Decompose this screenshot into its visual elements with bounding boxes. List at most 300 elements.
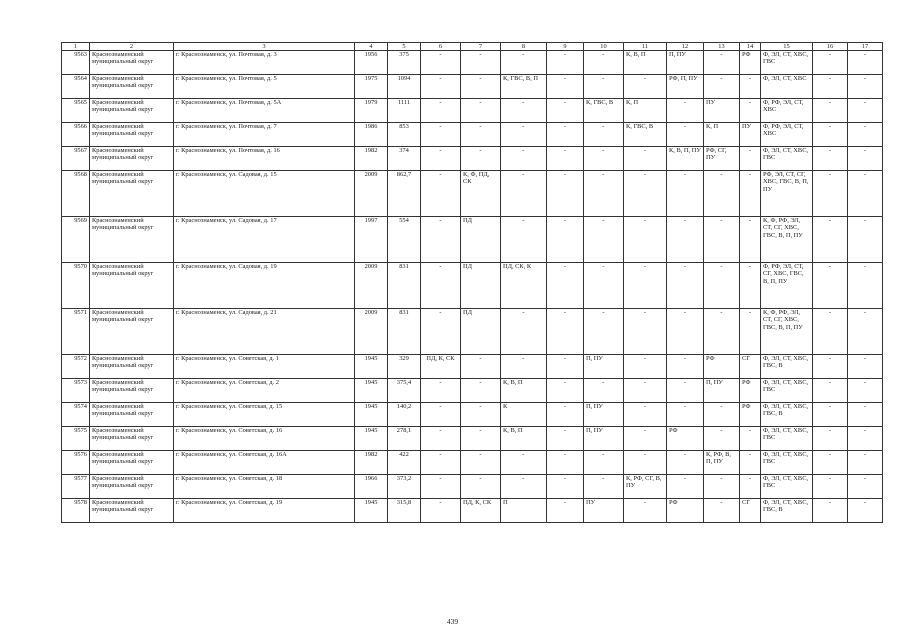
column-6-cell: ПД, К, СК	[421, 355, 461, 379]
table-row	[62, 451, 883, 475]
area-cell: 862,7	[388, 171, 421, 217]
column-number-header: 6	[421, 43, 461, 51]
column-8-cell: ПД, СК, К	[501, 263, 547, 309]
column-7-cell: ПД	[461, 309, 501, 355]
column-12-cell: -	[667, 263, 704, 309]
column-10-cell: -	[584, 451, 624, 475]
column-14-cell: РФ	[740, 403, 761, 427]
column-9-cell: -	[547, 379, 584, 403]
district-cell: Краснознаменский муниципальный округ	[90, 51, 174, 75]
column-12-cell: РФ	[667, 427, 704, 451]
address-cell: г. Краснознаменск, ул. Советская, д. 19	[174, 499, 355, 523]
column-16-cell: -	[813, 475, 848, 499]
table-row	[62, 355, 883, 379]
column-6-cell: -	[421, 309, 461, 355]
column-17-cell: -	[848, 99, 883, 123]
page-number: 439	[446, 617, 459, 626]
address-cell: г. Краснознаменск, ул. Почтовая, д. 3	[174, 51, 355, 75]
column-13-cell: РФ	[704, 355, 740, 379]
area-cell: 422	[388, 451, 421, 475]
column-15-cell: Ф, ЭЛ, СТ, ХВС, ГВС, В	[761, 403, 813, 427]
column-15-cell: Ф, ЭЛ, СТ, ХВС, ГВС	[761, 147, 813, 171]
column-7-cell: -	[461, 123, 501, 147]
column-9-cell: -	[547, 51, 584, 75]
column-12-cell: РФ, П, ПУ	[667, 75, 704, 99]
column-6-cell: -	[421, 499, 461, 523]
column-6-cell: -	[421, 123, 461, 147]
column-8-cell: -	[501, 51, 547, 75]
column-14-cell: ПУ	[740, 123, 761, 147]
row-number-cell: 9572	[62, 355, 90, 379]
column-number-header: 2	[90, 43, 174, 51]
column-7-cell: -	[461, 147, 501, 171]
column-16-cell: -	[813, 123, 848, 147]
column-number-header: 13	[704, 43, 740, 51]
column-14-cell: -	[740, 171, 761, 217]
year-cell: 2009	[355, 171, 388, 217]
column-13-cell: РФ, СГ, ПУ	[704, 147, 740, 171]
row-number-cell: 9577	[62, 475, 90, 499]
column-15-cell: Ф, ЭЛ, СТ, ХВС	[761, 75, 813, 99]
column-14-cell: РФ	[740, 379, 761, 403]
column-number-header: 11	[624, 43, 667, 51]
column-17-cell: -	[848, 499, 883, 523]
year-cell: 1956	[355, 51, 388, 75]
column-17-cell: -	[848, 403, 883, 427]
column-14-cell: -	[740, 475, 761, 499]
column-13-cell: П, ПУ	[704, 379, 740, 403]
area-cell: 373,2	[388, 475, 421, 499]
column-17-cell: -	[848, 51, 883, 75]
area-cell: 315,8	[388, 499, 421, 523]
year-cell: 1945	[355, 355, 388, 379]
column-13-cell: -	[704, 309, 740, 355]
district-cell: Краснознаменский муниципальный округ	[90, 403, 174, 427]
district-cell: Краснознаменский муниципальный округ	[90, 123, 174, 147]
column-17-cell: -	[848, 147, 883, 171]
column-8-cell: П	[501, 499, 547, 523]
row-number-cell: 9564	[62, 75, 90, 99]
column-6-cell: -	[421, 427, 461, 451]
column-6-cell: -	[421, 263, 461, 309]
column-9-cell: -	[547, 309, 584, 355]
column-10-cell: -	[584, 263, 624, 309]
column-7-cell: ПД	[461, 263, 501, 309]
column-15-cell: Ф, РФ, ЭЛ, СТ, СГ, ХВС, ГВС, В, П, ПУ	[761, 263, 813, 309]
column-6-cell: -	[421, 75, 461, 99]
row-number-cell: 9573	[62, 379, 90, 403]
district-cell: Краснознаменский муниципальный округ	[90, 217, 174, 263]
year-cell: 1945	[355, 379, 388, 403]
column-9-cell: -	[547, 263, 584, 309]
column-16-cell: -	[813, 217, 848, 263]
district-cell: Краснознаменский муниципальный округ	[90, 99, 174, 123]
table-row	[62, 217, 883, 263]
column-6-cell: -	[421, 475, 461, 499]
column-14-cell: -	[740, 217, 761, 263]
column-10-cell: -	[584, 171, 624, 217]
table-row	[62, 123, 883, 147]
table-body	[62, 51, 883, 523]
column-15-cell: РФ, ЭЛ, СТ, СГ, ХВС, ГВС, В, П, ПУ	[761, 171, 813, 217]
district-cell: Краснознаменский муниципальный округ	[90, 263, 174, 309]
column-11-cell: -	[624, 75, 667, 99]
column-16-cell: -	[813, 451, 848, 475]
column-8-cell: -	[501, 217, 547, 263]
column-9-cell: -	[547, 403, 584, 427]
column-14-cell: -	[740, 309, 761, 355]
column-8-cell: -	[501, 475, 547, 499]
column-number-header: 12	[667, 43, 704, 51]
column-17-cell: -	[848, 75, 883, 99]
column-8-cell: -	[501, 309, 547, 355]
column-14-cell: СГ	[740, 355, 761, 379]
column-12-cell: К, В, П, ПУ	[667, 147, 704, 171]
column-number-header: 9	[547, 43, 584, 51]
column-15-cell: Ф, ЭЛ, СТ, ХВС, ГВС	[761, 51, 813, 75]
column-13-cell: -	[704, 217, 740, 263]
column-11-cell: К, ГВС, В	[624, 123, 667, 147]
column-number-header: 16	[813, 43, 848, 51]
area-cell: 853	[388, 123, 421, 147]
column-12-cell: -	[667, 123, 704, 147]
address-cell: г. Краснознаменск, ул. Садовая, д. 21	[174, 309, 355, 355]
column-16-cell: -	[813, 427, 848, 451]
column-6-cell: -	[421, 147, 461, 171]
column-9-cell: -	[547, 123, 584, 147]
district-cell: Краснознаменский муниципальный округ	[90, 147, 174, 171]
year-cell: 1979	[355, 99, 388, 123]
column-9-cell: -	[547, 99, 584, 123]
area-cell: 140,2	[388, 403, 421, 427]
address-cell: г. Краснознаменск, ул. Почтовая, д. 16	[174, 147, 355, 171]
column-16-cell: -	[813, 403, 848, 427]
address-cell: г. Краснознаменск, ул. Почтовая, д. 5	[174, 75, 355, 99]
address-cell: г. Краснознаменск, ул. Советская, д. 15	[174, 403, 355, 427]
column-16-cell: -	[813, 263, 848, 309]
year-cell: 1966	[355, 475, 388, 499]
area-cell: 375,4	[388, 379, 421, 403]
column-6-cell: -	[421, 171, 461, 217]
area-cell: 278,1	[388, 427, 421, 451]
district-cell: Краснознаменский муниципальный округ	[90, 379, 174, 403]
year-cell: 1975	[355, 75, 388, 99]
column-13-cell: -	[704, 171, 740, 217]
column-number-header: 4	[355, 43, 388, 51]
column-15-cell: Ф, ЭЛ, СТ, ХВС, ГВС	[761, 475, 813, 499]
column-number-header: 8	[501, 43, 547, 51]
column-10-cell: -	[584, 51, 624, 75]
column-10-cell: -	[584, 475, 624, 499]
column-13-cell: -	[704, 263, 740, 309]
column-6-cell: -	[421, 451, 461, 475]
address-cell: г. Краснознаменск, ул. Советская, д. 16А	[174, 451, 355, 475]
column-8-cell: -	[501, 451, 547, 475]
column-8-cell: К	[501, 403, 547, 427]
column-11-cell: К, П	[624, 99, 667, 123]
row-number-cell: 9566	[62, 123, 90, 147]
address-cell: г. Краснознаменск, ул. Садовая, д. 17	[174, 217, 355, 263]
year-cell: 1945	[355, 427, 388, 451]
address-cell: г. Краснознаменск, ул. Советская, д. 18	[174, 475, 355, 499]
table-row	[62, 475, 883, 499]
column-15-cell: Ф, РФ, ЭЛ, СТ, ХВС	[761, 99, 813, 123]
column-13-cell: -	[704, 475, 740, 499]
column-number-header: 3	[174, 43, 355, 51]
district-cell: Краснознаменский муниципальный округ	[90, 499, 174, 523]
district-cell: Краснознаменский муниципальный округ	[90, 355, 174, 379]
column-12-cell: -	[667, 475, 704, 499]
column-15-cell: Ф, ЭЛ, СТ, ХВС, ГВС	[761, 379, 813, 403]
column-number-header: 10	[584, 43, 624, 51]
column-17-cell: -	[848, 475, 883, 499]
district-cell: Краснознаменский муниципальный округ	[90, 427, 174, 451]
column-9-cell: -	[547, 171, 584, 217]
column-13-cell: -	[704, 427, 740, 451]
row-number-cell: 9571	[62, 309, 90, 355]
district-cell: Краснознаменский муниципальный округ	[90, 309, 174, 355]
column-13-cell: -	[704, 499, 740, 523]
column-14-cell: -	[740, 427, 761, 451]
column-9-cell: -	[547, 499, 584, 523]
year-cell: 1986	[355, 123, 388, 147]
area-cell: 374	[388, 147, 421, 171]
column-16-cell: -	[813, 171, 848, 217]
column-12-cell: -	[667, 403, 704, 427]
column-7-cell: -	[461, 403, 501, 427]
address-cell: г. Краснознаменск, ул. Почтовая, д. 7	[174, 123, 355, 147]
column-12-cell: -	[667, 355, 704, 379]
column-11-cell: -	[624, 217, 667, 263]
column-7-cell: -	[461, 451, 501, 475]
area-cell: 329	[388, 355, 421, 379]
column-17-cell: -	[848, 309, 883, 355]
column-11-cell: -	[624, 309, 667, 355]
column-12-cell: -	[667, 217, 704, 263]
district-cell: Краснознаменский муниципальный округ	[90, 475, 174, 499]
year-cell: 2009	[355, 263, 388, 309]
column-10-cell: К, ГВС, В	[584, 99, 624, 123]
table-row	[62, 309, 883, 355]
column-15-cell: Ф, ЭЛ, СТ, ХВС, ГВС, В	[761, 355, 813, 379]
column-8-cell: -	[501, 99, 547, 123]
column-12-cell: -	[667, 451, 704, 475]
column-9-cell: -	[547, 355, 584, 379]
column-15-cell: К, Ф, РФ, ЭЛ, СТ, СГ, ХВС, ГВС, В, П, ПУ	[761, 217, 813, 263]
area-cell: 831	[388, 263, 421, 309]
column-number-header: 5	[388, 43, 421, 51]
column-10-cell: П, ПУ	[584, 355, 624, 379]
column-6-cell: -	[421, 379, 461, 403]
column-7-cell: -	[461, 379, 501, 403]
district-cell: Краснознаменский муниципальный округ	[90, 171, 174, 217]
column-17-cell: -	[848, 427, 883, 451]
district-cell: Краснознаменский муниципальный округ	[90, 451, 174, 475]
column-8-cell: -	[501, 355, 547, 379]
column-13-cell: ПУ	[704, 99, 740, 123]
address-cell: г. Краснознаменск, ул. Почтовая, д. 5А	[174, 99, 355, 123]
column-7-cell: ПД, К, СК	[461, 499, 501, 523]
row-number-cell: 9575	[62, 427, 90, 451]
address-cell: г. Краснознаменск, ул. Советская, д. 2	[174, 379, 355, 403]
column-10-cell: -	[584, 147, 624, 171]
column-10-cell: П, ПУ	[584, 403, 624, 427]
column-7-cell: -	[461, 75, 501, 99]
column-7-cell: -	[461, 475, 501, 499]
table-row	[62, 51, 883, 75]
column-11-cell: -	[624, 427, 667, 451]
area-cell: 554	[388, 217, 421, 263]
column-11-cell: -	[624, 263, 667, 309]
column-15-cell: К, Ф, РФ, ЭЛ, СТ, СГ, ХВС, ГВС, В, П, ПУ	[761, 309, 813, 355]
column-15-cell: Ф, ЭЛ, СТ, ХВС, ГВС, В	[761, 499, 813, 523]
column-17-cell: -	[848, 217, 883, 263]
column-number-header: 15	[761, 43, 813, 51]
column-14-cell: СГ	[740, 499, 761, 523]
column-10-cell: -	[584, 379, 624, 403]
row-number-cell: 9578	[62, 499, 90, 523]
column-15-cell: Ф, ЭЛ, СТ, ХВС, ГВС	[761, 427, 813, 451]
column-10-cell: -	[584, 75, 624, 99]
column-number-header: 17	[848, 43, 883, 51]
column-8-cell: -	[501, 123, 547, 147]
year-cell: 1945	[355, 499, 388, 523]
row-number-cell: 9569	[62, 217, 90, 263]
area-cell: 831	[388, 309, 421, 355]
column-14-cell: -	[740, 451, 761, 475]
row-number-cell: 9565	[62, 99, 90, 123]
column-14-cell: -	[740, 99, 761, 123]
column-6-cell: -	[421, 403, 461, 427]
year-cell: 1997	[355, 217, 388, 263]
column-15-cell: Ф, ЭЛ, СТ, ХВС, ГВС	[761, 451, 813, 475]
column-7-cell: -	[461, 99, 501, 123]
address-cell: г. Краснознаменск, ул. Садовая, д. 15	[174, 171, 355, 217]
column-14-cell: -	[740, 75, 761, 99]
column-17-cell: -	[848, 355, 883, 379]
column-13-cell: -	[704, 51, 740, 75]
column-9-cell: -	[547, 217, 584, 263]
column-16-cell: -	[813, 355, 848, 379]
column-9-cell: -	[547, 475, 584, 499]
column-7-cell: -	[461, 355, 501, 379]
column-14-cell: -	[740, 263, 761, 309]
column-9-cell: -	[547, 427, 584, 451]
column-number-header: 7	[461, 43, 501, 51]
column-6-cell: -	[421, 51, 461, 75]
column-12-cell: -	[667, 99, 704, 123]
column-11-cell: -	[624, 147, 667, 171]
column-7-cell: К, Ф, ПД, СК	[461, 171, 501, 217]
column-12-cell: -	[667, 309, 704, 355]
row-number-cell: 9567	[62, 147, 90, 171]
column-7-cell: ПД	[461, 217, 501, 263]
column-16-cell: -	[813, 99, 848, 123]
column-15-cell: Ф, РФ, ЭЛ, СТ, ХВС	[761, 123, 813, 147]
column-7-cell: -	[461, 427, 501, 451]
column-17-cell: -	[848, 379, 883, 403]
row-number-cell: 9570	[62, 263, 90, 309]
address-cell: г. Краснознаменск, ул. Советская, д. 1	[174, 355, 355, 379]
address-cell: г. Краснознаменск, ул. Советская, д. 16	[174, 427, 355, 451]
table-row	[62, 427, 883, 451]
year-cell: 1982	[355, 451, 388, 475]
year-cell: 2009	[355, 309, 388, 355]
column-9-cell: -	[547, 75, 584, 99]
column-10-cell: -	[584, 123, 624, 147]
column-13-cell: К, РФ, В, П, ПУ	[704, 451, 740, 475]
column-number-row	[62, 43, 883, 51]
year-cell: 1982	[355, 147, 388, 171]
row-number-cell: 9574	[62, 403, 90, 427]
table-row	[62, 263, 883, 309]
column-12-cell: П, ПУ	[667, 51, 704, 75]
column-11-cell: К, РФ, СГ, В, ПУ	[624, 475, 667, 499]
column-12-cell: -	[667, 379, 704, 403]
column-16-cell: -	[813, 309, 848, 355]
year-cell: 1945	[355, 403, 388, 427]
column-6-cell: -	[421, 217, 461, 263]
column-11-cell: К, В, П	[624, 51, 667, 75]
column-10-cell: -	[584, 309, 624, 355]
table-row	[62, 499, 883, 523]
area-cell: 375	[388, 51, 421, 75]
column-17-cell: -	[848, 451, 883, 475]
column-8-cell: К, В, П	[501, 379, 547, 403]
column-16-cell: -	[813, 51, 848, 75]
column-6-cell: -	[421, 99, 461, 123]
table-row	[62, 171, 883, 217]
column-11-cell: -	[624, 171, 667, 217]
district-cell: Краснознаменский муниципальный округ	[90, 75, 174, 99]
table-row	[62, 75, 883, 99]
column-12-cell: РФ	[667, 499, 704, 523]
column-9-cell: -	[547, 451, 584, 475]
table-row	[62, 99, 883, 123]
column-8-cell: -	[501, 147, 547, 171]
column-13-cell: -	[704, 75, 740, 99]
column-16-cell: -	[813, 147, 848, 171]
column-8-cell: К, В, П	[501, 427, 547, 451]
column-number-header: 14	[740, 43, 761, 51]
column-13-cell: -	[704, 403, 740, 427]
column-8-cell: К, ГВС, В, П	[501, 75, 547, 99]
column-11-cell: -	[624, 403, 667, 427]
column-14-cell: -	[740, 147, 761, 171]
table-row	[62, 403, 883, 427]
column-16-cell: -	[813, 75, 848, 99]
column-11-cell: -	[624, 451, 667, 475]
column-number-header: 1	[62, 43, 90, 51]
area-cell: 1094	[388, 75, 421, 99]
area-cell: 1111	[388, 99, 421, 123]
column-17-cell: -	[848, 171, 883, 217]
column-7-cell: -	[461, 51, 501, 75]
table-row	[62, 379, 883, 403]
table-row	[62, 147, 883, 171]
column-8-cell: -	[501, 171, 547, 217]
column-16-cell: -	[813, 379, 848, 403]
column-11-cell: -	[624, 499, 667, 523]
column-13-cell: К, П	[704, 123, 740, 147]
column-10-cell: П, ПУ	[584, 427, 624, 451]
address-cell: г. Краснознаменск, ул. Садовая, д. 19	[174, 263, 355, 309]
column-11-cell: -	[624, 379, 667, 403]
column-17-cell: -	[848, 263, 883, 309]
column-14-cell: РФ	[740, 51, 761, 75]
housing-register-table	[61, 42, 883, 523]
column-11-cell: -	[624, 355, 667, 379]
